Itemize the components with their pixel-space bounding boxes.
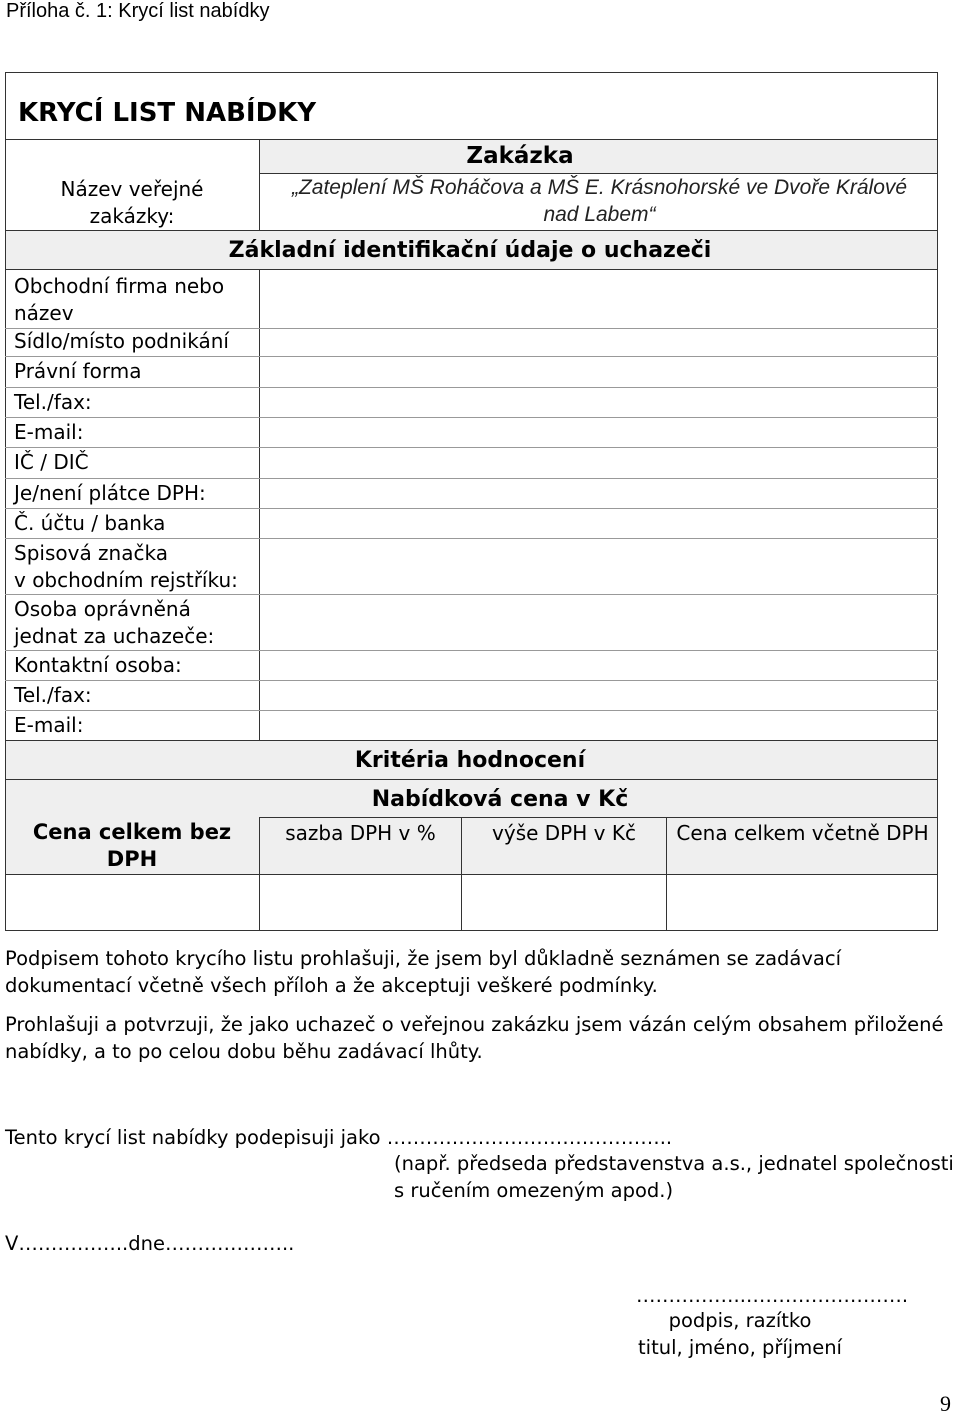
nabidkova-cena-heading: Nabídková cena v Kč <box>371 787 629 812</box>
field-email-2: E-mail: <box>14 713 84 737</box>
field-tel-fax: Tel./fax: <box>14 390 92 414</box>
kriteria-heading: Kritéria hodnocení <box>354 748 586 773</box>
signature-caption: podpis, razítko titul, jméno, příjmení <box>638 1309 842 1359</box>
field-pravni-forma: Právní forma <box>14 359 142 383</box>
field-ucet-banka: Č. účtu / banka <box>14 511 166 535</box>
col-cena-bez-dph: Cena celkem bez DPH <box>32 820 232 871</box>
field-obchodni-firma: Obchodní firma nebo název <box>14 274 225 325</box>
field-tel-fax-2: Tel./fax: <box>14 683 92 707</box>
col-sazba-dph: sazba DPH v % <box>285 821 436 845</box>
field-platce-dph: Je/není plátce DPH: <box>14 481 206 505</box>
zakazka-name: „Zateplení MŠ Roháčova a MŠ E. Krásnohorské ve Dvoře Králové nad Labem“ <box>291 176 908 226</box>
page-number: 9 <box>940 1391 951 1416</box>
zakazka-heading: Zakázka <box>466 143 574 169</box>
place-date: V……………..dne……………….. <box>5 1232 295 1255</box>
field-osoba-opravnena: Osoba oprávněná jednat za uchazeče: <box>14 597 215 648</box>
page-title: KRYCÍ LIST NABÍDKY <box>18 98 317 128</box>
uchazec-heading: Základní identifikační údaje o uchazeči <box>228 238 712 263</box>
field-spisova-znacka: Spisová značka v obchodním rejstříku: <box>14 541 238 592</box>
col-cena-vcetne-dph: Cena celkem včetně DPH <box>676 821 929 845</box>
field-sidlo: Sídlo/místo podnikání <box>14 329 229 353</box>
col-vyse-dph: výše DPH v Kč <box>492 821 636 845</box>
declaration-2: Prohlašuji a potvrzuji, že jako uchazeč o veřejnou zakázku jsem vázán celým obsahem přiložené nabídky, a to po celou dobu běhu zadávací lhůty. <box>5 1013 944 1063</box>
field-email: E-mail: <box>14 420 84 444</box>
field-ic-dic: IČ / DIČ <box>14 450 89 474</box>
field-kontaktni-osoba: Kontaktní osoba: <box>14 653 182 677</box>
declaration-1: Podpisem tohoto krycího listu prohlašuji, že jsem byl důkladně seznámen se zadávací dokumentací včetně všech příloh a že akceptuji veškeré podmínky. <box>5 947 842 997</box>
page-header: Příloha č. 1: Krycí list nabídky <box>6 0 270 22</box>
zakazka-label: Název veřejné zakázky: <box>60 177 204 228</box>
signing-note: (např. předseda představenstva a.s., jednatel společnosti s ručením omezeným apod.) <box>394 1152 954 1202</box>
signing-line: Tento krycí list nabídky podepisuji jako …………………………………….. <box>5 1126 673 1149</box>
signature-dots: ……………..……………………. <box>636 1284 909 1307</box>
